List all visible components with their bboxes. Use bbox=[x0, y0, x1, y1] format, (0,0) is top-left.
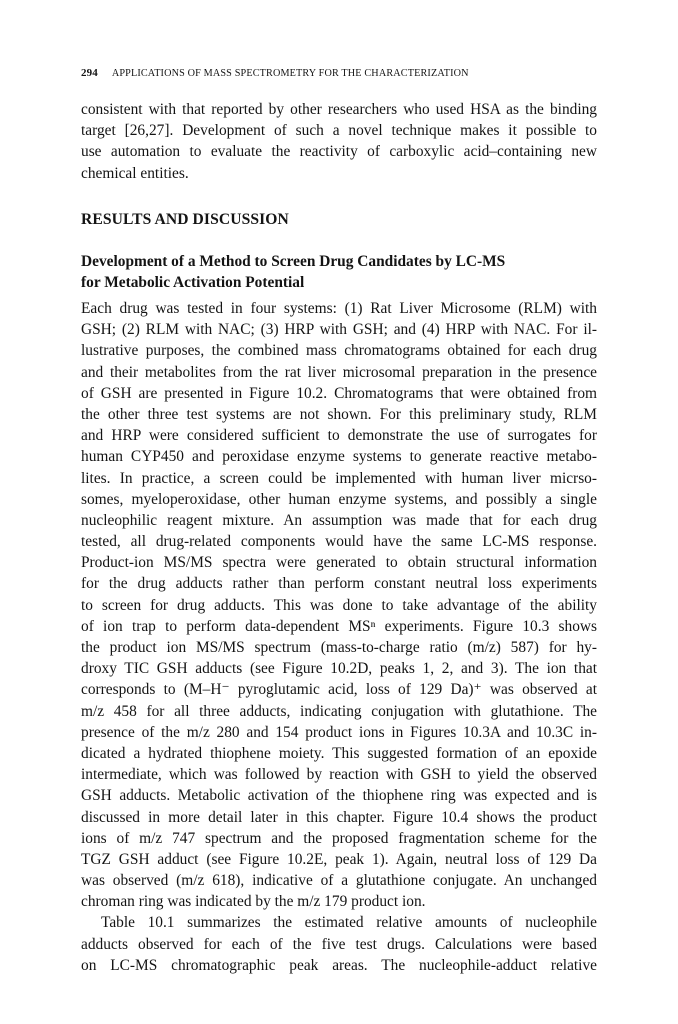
running-header bbox=[81, 67, 597, 79]
page-number: 294 bbox=[81, 67, 98, 79]
text-line: TGZ GSH adduct (see Figure 10.2E, peak 1). Again, neutral loss of 129 Da bbox=[81, 850, 597, 868]
text-line: adducts observed for each of the five test drugs. Calculations were based bbox=[81, 935, 597, 953]
text-line: somes, myeloperoxidase, other human enzyme systems, and possibly a single bbox=[81, 490, 597, 508]
text-line: intermediate, which was followed by reaction with GSH to yield the observed bbox=[81, 766, 597, 784]
text-line: Each drug was tested in four systems: (1) Rat Liver Microsome (RLM) with bbox=[81, 300, 597, 317]
text-line: nucleophilic reagent mixture. An assumption was made that for each drug bbox=[81, 511, 597, 529]
text-line: discussed in more detail later in this chapter. Figure 10.4 shows the product bbox=[81, 808, 597, 826]
text-line: chemical entities. bbox=[81, 164, 189, 182]
text-line: ions of m/z 747 spectrum and the proposed fragmentation scheme for the bbox=[81, 829, 597, 847]
text-line: dicated a hydrated thiophene moiety. This suggested formation of an epoxide bbox=[81, 744, 597, 762]
text-line: corresponds to (M–H⁻ pyroglutamic acid, loss of 129 Da)⁺ was observed at bbox=[81, 681, 597, 699]
subsection-heading-line: for Metabolic Activation Potential bbox=[81, 273, 305, 291]
body-paragraph-1 bbox=[81, 298, 597, 976]
text-line: target [26,27]. Development of such a novel technique makes it possible to bbox=[81, 122, 597, 140]
section-heading: RESULTS AND DISCUSSION bbox=[81, 211, 289, 228]
text-line: to screen for drug adducts. This was done to take advantage of the ability bbox=[81, 596, 597, 614]
text-line: the other three test systems are not shown. For this preliminary study, RLM bbox=[81, 405, 597, 423]
intro-paragraph bbox=[81, 99, 597, 184]
running-title: APPLICATIONS OF MASS SPECTROMETRY FOR THE CHARACTERIZATION bbox=[111, 68, 469, 79]
text-line: lustrative purposes, the combined mass chromatograms obtained for each drug bbox=[81, 342, 597, 360]
text-line: of ion trap to perform data-dependent MSⁿ experiments. Figure 10.3 shows bbox=[81, 617, 597, 635]
text-line: chroman ring was indicated by the m/z 179 product ion. bbox=[81, 893, 426, 911]
text-line: the product ion MS/MS spectrum (mass-to-charge ratio (m/z) 587) for hy- bbox=[81, 639, 597, 656]
text-line: Table 10.1 summarizes the estimated relative amounts of nucleophile bbox=[101, 914, 597, 932]
text-line: and HRP were considered sufficient to demonstrate the use of surrogates for bbox=[81, 427, 597, 445]
subsection-heading-line: Development of a Method to Screen Drug Candidates by LC-MS bbox=[81, 253, 506, 270]
text-line: m/z 458 for all three adducts, indicating conjugation with glutathione. The bbox=[81, 702, 597, 720]
text-line: droxy TIC GSH adducts (see Figure 10.2D, peaks 1, 2, and 3). The ion that bbox=[81, 660, 597, 678]
text-line: lites. In practice, a screen could be implemented with human liver micrso- bbox=[81, 469, 597, 487]
text-line: on LC-MS chromatographic peak areas. The nucleophile-adduct relative bbox=[81, 956, 597, 974]
text-line: tested, all drug-related components would have the same LC-MS response. bbox=[81, 533, 597, 551]
text-line: GSH adducts. Metabolic activation of the thiophene ring was expected and is bbox=[81, 787, 597, 805]
text-line: use automation to evaluate the reactivity of carboxylic acid–containing new bbox=[81, 143, 597, 161]
text-line: Product-ion MS/MS spectra were generated to obtain structural information bbox=[81, 554, 597, 572]
text-line: presence of the m/z 280 and 154 product ions in Figures 10.3A and 10.3C in- bbox=[81, 723, 597, 741]
text-line: human CYP450 and peroxidase enzyme systems to generate reactive metabo- bbox=[81, 448, 597, 466]
text-line: consistent with that reported by other researchers who used HSA as the binding bbox=[81, 101, 597, 118]
subsection-heading bbox=[81, 252, 505, 293]
text-line: GSH; (2) RLM with NAC; (3) HRP with GSH; and (4) HRP with NAC. For il- bbox=[81, 321, 597, 339]
text-line: was observed (m/z 618), indicative of a glutathione conjugate. An unchanged bbox=[81, 872, 597, 890]
text-line: for the drug adducts rather than perform constant neutral loss experiments bbox=[81, 575, 597, 593]
text-line: and their metabolites from the rat liver microsomal preparation in the presence bbox=[81, 363, 597, 381]
text-line: of GSH are presented in Figure 10.2. Chromatograms that were obtained from bbox=[81, 384, 597, 402]
